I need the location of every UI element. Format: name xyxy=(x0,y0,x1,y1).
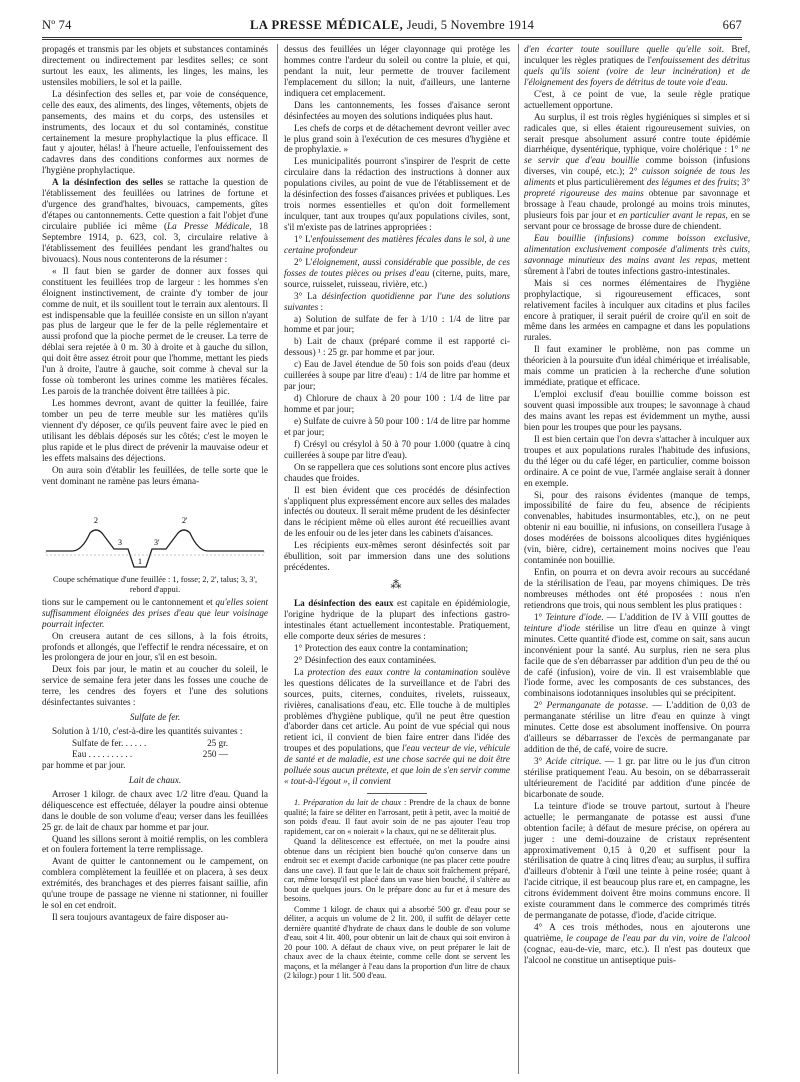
measure-item: 1° Protection des eaux contre la contamination; xyxy=(294,642,469,653)
text-run: est capitale en épidémiologie, l'origine hydrique de la plupart des infections gastro-intestinales étant actuellement incontestable. Pratiquement, elle comporte deux séries de mesures : xyxy=(284,598,510,641)
recipe-line xyxy=(42,738,268,749)
quote-paragraph: On aura soin d'établir les feuillées, de telle sorte que le vent dominant ne ramène pas leurs émana- xyxy=(42,464,268,486)
emphasis: Permanganate de potasse xyxy=(546,700,646,711)
label-fosse: 1 xyxy=(138,556,142,566)
column-divider xyxy=(518,44,519,1074)
paragraph: On se rappellera que ces solutions sont encore plus actives chaudes que froides. xyxy=(284,461,510,483)
text-run: , 18 Septembre 1914, p. 623, col. 3, circulaire relative à l'établissement des feuillées pendant les grand'haltes ou bivouacs). Nous nous contenterons de la résumer : xyxy=(42,221,268,264)
footnote-paragraph: Comme 1 kilogr. de chaux qui a absorbé 500 gr. d'eau pour se déliter, a acquis un volume de 2 lit. 200, il suffit de délayer cette dernière quantité d'hydrate de chaux dans le double de son volume d'eau, soit 4 lit. 400, pour obtenir un lait de chaux qui soit environ à 20 pour 100. A défaut de chaux vive, on peut préparer le lait de chaux avec de la chaux éteinte, comme celle dont se servent les maçons, et la mélanger à l'eau dans la proportion d'un litre de chaux (2 kilogr.) pour 1 lit. 500 d'eau. xyxy=(284,904,510,981)
section-heading: A la désinfection des selles xyxy=(52,177,163,188)
solution-item: e) Sulfate de cuivre à 50 pour 100 : 1/4 de litre par homme et par jour; xyxy=(284,415,510,437)
page-header xyxy=(42,18,742,36)
subheading: Sulfate de fer. xyxy=(129,712,181,723)
solution-item: f) Crésyl ou crésylol à 50 à 70 pour 1.000 (quatre à cinq cuillerées à soupe par litre d'eau). xyxy=(284,438,510,460)
paragraph xyxy=(284,667,510,787)
text-run: (citerne, puits, mare, source, ruisselet, ruisseau, rivière, etc.) xyxy=(284,267,510,289)
method-item xyxy=(524,700,750,755)
text-run: stérilise un litre d'eau en quinze à vingt minutes. Cette quantité d'iode est, comme on sait, sans aucun inconvénient pour la santé. Au surplus, rien ne sera plus facile que de s'en débarrasser par addition d'un peu de thé ou de café (infusion), voire de vin. Il est vraisemblable que l'iode forme, avec les composants de ces substances, des combinaisons iodotanniques insolubles qui se précipitent. xyxy=(524,622,750,699)
text-run: Au surplus, il est trois règles hygiéniques si simples et si radicales que, si elles étaient rigoureusement suivies, on serait presque absolument assuré contre toute épidémie diarrhéique, dysentérique, typhique, voire cholérique : 1° xyxy=(524,111,750,155)
text-run: . — L'addition de 0,03 de permanganate stérilise un litre d'eau en quinze à vingt minutes. Cette dose est absolument inoffensive. On pourra d'ailleurs se débarrasser de l'excès de permanganate par addition de thé, de café, voire de sucre. xyxy=(524,700,750,755)
paragraph xyxy=(524,112,750,232)
journal-name: LA PRESSE MÉDICALE, xyxy=(249,18,404,32)
emphasis: qu'elles soient suffisamment éloignées des prises d'eau que leur voisinage pourrait infecter. xyxy=(42,596,268,629)
emphasis: propreté rigoureuse des mains xyxy=(524,188,644,199)
solution-item: b) Lait de chaux (préparé comme il est rapporté ci-dessous) ¹ : 25 gr. par homme et par jour. xyxy=(284,336,510,358)
emphasis: cuisson soignée de tous les aliments xyxy=(524,166,750,188)
recipe-ingredient: Eau . . . . . . . . . . xyxy=(72,748,133,759)
method-item xyxy=(524,612,750,700)
footnote-paragraph xyxy=(284,798,510,836)
paragraph: Dans les cantonnements, les fosses d'aisance seront désinfectées au moyen des solutions indiquées plus haut. xyxy=(284,99,510,121)
text-run: 2° L' xyxy=(294,256,313,267)
text-run: . — L'addition de IV à VIII gouttes de xyxy=(601,611,750,622)
solution-item: c) Eau de Javel étendue de 50 fois son poids d'eau (deux cuillerées à soupe par litre d'eau) : 1/4 de litre par homme et par jour; xyxy=(284,359,510,392)
text-run: 3° xyxy=(534,756,546,766)
emphasis: des légumes et des fruits xyxy=(646,177,737,188)
header-rule xyxy=(42,37,742,40)
emphasis: d'en écarter toute souillure quelle qu'elle soit xyxy=(524,44,722,54)
emphasis: éloignement, aussi considérable que possible, de ces fosses de toutes pièces ou prises d'eau xyxy=(284,256,510,278)
text-run: La xyxy=(294,666,308,677)
recipe-line xyxy=(42,749,268,760)
text-run: 4° A ces trois méthodes, nous en ajouterons une quatrième, xyxy=(524,922,750,943)
text-run: . — 1 gr. par litre ou le jus d'un citron stérilise pratiquement l'eau. Au besoin, on se débarrasserait ultérieurement de l'acidité par addition d'une pincée de bicarbonate de soude. xyxy=(524,756,750,799)
paragraph xyxy=(524,44,750,88)
measure-item: 2° Désinfection des eaux contaminées. xyxy=(294,654,437,665)
paragraph: La désinfection des selles et, par voie de conséquence, celle des eaux, des aliments, des linges, vêtements, objets de pansements, des mains et du corps, des ustensiles et instruments, des locaux et du sol contaminés, constitue certainement la mesure prophylactique la plus efficace. Il faut y ajouter, hélas! à l'heure actuelle, l'enfouissement des cadavres dans des conditions conformes aux normes de l'hygiène prophylactique. xyxy=(42,88,268,176)
label-talus-right: 2' xyxy=(182,515,188,525)
emphasis: ne se servir que d'eau bouillie xyxy=(524,144,750,166)
quote-paragraph: Les hommes devront, avant de quitter la feuillée, faire tomber un peu de terre meuble sur les matières qu'ils viennent d'y déposer, ce qu'ils peuvent faire avec le pied en utilisant les déblais déposés sur les côtés; c'est le moyen le plus rapide et le plus direct de prévenir la mauvaise odeur et les effets malsains des déjections. xyxy=(42,398,268,463)
paragraph xyxy=(284,598,510,642)
text-run: , mettent sûrement à l'abri de toutes infections gastro-intestinales. xyxy=(524,254,750,276)
text-run: 1° L' xyxy=(294,233,313,244)
emphasis: teinture d'iode xyxy=(524,622,580,633)
emphasis: l'eau vecteur de vie, véhicule de santé et de maladie, est une chose sacrée qui ne doit être polluée sous aucun prétexte, et que loin de s'en servir comme « tout-à-l'égout », il convient xyxy=(284,743,510,787)
paragraph: Solution à 1/10, c'est-à-dire les quantités suivantes : xyxy=(52,726,243,737)
text-run: (cognac, eau-de-vie, marc, etc.). Il n'est pas douteux que l'alcool ne constitue un antiseptique puis- xyxy=(524,943,750,965)
text-run: 3° La xyxy=(294,290,322,301)
column-middle xyxy=(284,44,510,1074)
text-run: : xyxy=(318,301,324,312)
footnote-title: 1. Préparation du lait de chaux xyxy=(294,798,402,808)
paragraph: La teinture d'iode se trouve partout, surtout à l'heure actuelle; le permanganate de potasse est aussi d'une obtention facile; à défaut de mesure précise, on opérera au juger : une demi-douzaine de cristaux représentent approximativement 0,15 à 0,20 et suffisent pour la stérilisation de quatre à cinq litres d'eau; au surplus, il suffira d'ailleurs d'obtenir à l'œil une teinte à peine rosée; quant à l'acide citrique, il est beaucoup plus rare et, en campagne, les citrons évidemment doivent être moins communs encore. Il existe couramment dans le commerce des comprimés titrés de permanganate de potasse, d'iode, d'acide citrique. xyxy=(524,800,750,921)
column-right xyxy=(524,44,750,1074)
paragraph xyxy=(524,233,750,277)
column-divider xyxy=(277,44,278,1074)
text-run: : Prendre de la chaux de bonne qualité; la faire se déliter en l'arrosant, petit à petit, avec la moitié de son poids d'eau. Il faut avoir soin de ne pas ajouter l'eau trop rapidement, car on « noierait » la chaux, qui ne se déliterait plus. xyxy=(284,798,510,836)
emphasis: Teinture d'iode xyxy=(545,611,602,622)
solution-item: a) Solution de sulfate de fer à 1/10 : 1/4 de litre par homme et par jour; xyxy=(284,313,510,335)
paragraph: Il est bien certain que l'on devra s'attacher à inculquer aux troupes et aux populations rurales l'habitude des infusions, du thé léger ou du café léger, en particulier, comme boisson ordinaire. A ce point de vue, l'armée anglaise serait à donner en exemple. xyxy=(524,433,750,488)
paragraph: On creusera autant de ces sillons, à la fois étroits, profonds et allongés, que l'effectif le rendra nécessaire, et on les prolongera de jour en jour, s'il en est besoin. xyxy=(42,630,268,663)
emphasis: enfouissement des matières fécales dans le sol, à une certaine profondeur xyxy=(284,233,510,255)
text-run: . Bref, inculquer les règles pratiques de l' xyxy=(524,44,750,65)
method-item xyxy=(524,756,750,800)
solution-item: d) Chlorure de chaux à 20 pour 100 : 1/4 de litre par homme et par jour; xyxy=(284,393,510,414)
page-number: 667 xyxy=(722,18,742,32)
label-rebord-left: 3 xyxy=(118,537,122,547)
paragraph: Il faut examiner le problème, non pas comme un théoricien à la poursuite d'un idéal chimérique et irréalisable, mais comme un praticien à la recherche d'une solution immédiate, pratique et efficace. xyxy=(524,344,750,388)
paragraph: Il est bien évident que ces procédés de désinfection s'appliquent plus expressément encore aux selles des malades infectés ou douteux. Il serait même prudent de les désinfecter dans le récipient même où elles auront été recueillies avant de les enfouir ou de les jeter dans les cabinets d'aisances. xyxy=(284,484,510,539)
paragraph: Enfin, on pourra et on devra avoir recours au succédané de la stérilisation de l'eau, par moyens chimiques. De très nombreuses méthodes ont été proposées : nous n'en retiendrons que trois, qui nous semblent les plus pratiques : xyxy=(524,567,750,610)
emphasis: protection des eaux contre la contamination xyxy=(307,666,478,677)
paragraph: Avant de quitter le cantonnement ou le campement, on comblera complètement la feuillée et on placera, à ses deux extrémités, des branchages et des pierres faisant saillie, afin qu'une troupe de passage ne vienne ni stationner, ni fouiller le sol en cet endroit. xyxy=(42,856,268,911)
text-run: , en se servant pour ce brossage de brosse dure de chiendent. xyxy=(524,210,750,231)
latrine-cross-section-svg xyxy=(42,493,268,573)
recipe-quantity: 25 gr. xyxy=(207,738,228,748)
journal-title xyxy=(42,18,742,33)
norm-item xyxy=(284,234,510,256)
citation: La Presse Médicale xyxy=(167,221,250,231)
paragraph: Les municipalités pourront s'inspirer de l'esprit de cette circulaire dans la rédaction des instructions à donner aux populations civiles, au point de vue de l'établissement et de la désinfection des fosses d'aisances privées et publiques. Les trois normes essentielles et qu'on doit formellement inculquer, tant aux troupes qu'aux populations civiles, sont, s'il m'existe pas de latrines appropriées : xyxy=(284,156,510,232)
paragraph xyxy=(42,177,268,265)
paragraph xyxy=(42,597,268,630)
section-separator: ⁂ xyxy=(390,579,404,592)
text-run: obtenue par savonnage et brossage à l'eau chaude, prolongé au moins trois minutes, plusieurs fois par jour et xyxy=(524,188,750,221)
recipe-ingredient: Sulfate de fer. . . . . . xyxy=(72,738,147,748)
emphasis: Acide citrique xyxy=(545,756,599,766)
figure-caption: Coupe schématique d'une feuillée : 1, fosse; 2, 2', talus; 3, 3', rebord d'appui. xyxy=(52,575,258,595)
column-left xyxy=(42,44,268,1074)
footnote-paragraph: Quand la délitescence est effectuée, on met la poudre ainsi obtenue dans un récipient bien bouché qu'on conserve dans un endroit sec et exempt d'acide carbonique (ne pas placer cette poudre dans une cave). Il faut que le lait de chaux soit fraîchement préparé, car, même lorsqu'il est placé dans un vase bien bouché, il s'altère au bout de quelques jours. On le prépare donc au fur et à mesure des besoins. xyxy=(284,837,510,904)
paragraph: dessus des feuillées un léger clayonnage qui protège les hommes contre l'ardeur du soleil ou contre la pluie, et qui, pendant la nuit, leur permette de trouver facilement l'emplacement du sillon; la nuit, d'ailleurs, une lanterne indiquera cet emplacement. xyxy=(284,44,510,98)
paragraph: Il sera toujours avantageux de faire disposer au- xyxy=(52,912,229,923)
text-run: . xyxy=(725,76,728,87)
paragraph: Les chefs de corps et de détachement devront veiller avec le plus grand soin à l'exécution de ces mesures d'hygiène et de prophylaxie. » xyxy=(284,122,510,155)
norm-item xyxy=(284,257,510,290)
subheading: Lait de chaux. xyxy=(128,774,182,785)
paragraph: Les récipients eux-mêmes seront désinfectés soit par ébullition, soit par immersion dans une des solutions précédentes. xyxy=(284,540,510,573)
paragraph: Si, pour des raisons évidentes (manque de temps, impossibilité de faire du feu, absence de récipients convenables, habitudes insurmontables, etc.), on ne peut obtenir ni eau bouillie, ni infusions, on conseillera l'usage à doses modérées de boissons alcooliques dites hygiéniques (vin, bière, cidre), certainement moins nocives que l'eau contaminée non bouillie. xyxy=(524,489,750,566)
footnote-rule xyxy=(367,793,427,794)
emphasis: Eau bouillie (infusions) comme boisson exclusive, alimentation exclusivement composée d'aliments très cuits, savonnage minutieux des mains avant les repas xyxy=(524,232,750,265)
text-run: 2° xyxy=(534,700,547,711)
section-heading: La désinfection des eaux xyxy=(294,598,394,609)
text-run: comme boisson (infusions diverses, vin coupé, etc.); 2° xyxy=(524,155,750,177)
label-rebord-right: 3' xyxy=(154,537,160,547)
text-run: tions sur le campement ou le cantonnement et xyxy=(42,596,216,607)
recipe-quantity: 250 — xyxy=(202,748,228,759)
emphasis: le coupage de l'eau par du vin, voire de l'alcool xyxy=(566,933,750,943)
text-run: soulève les questions délicates de la surveillance et de l'abri des sources, puits, citernes, conduites, rivelets, ruisseaux, rivières, canalisations d'eau, etc. Elle touche à de multiples problèmes d'hygiène publique, qu'il ne peut être question d'aborder dans cet article. Au point de vue spécial qui nous retient ici, il convient de bien faire entrer dans l'idée des troupes et des populations, que xyxy=(284,666,510,754)
emphasis: enfouissement des détritus quels qu'ils soient (voire de leur incinération) et de l'éloignement des foyers de détritus de toute voie d'eau xyxy=(524,54,750,87)
paragraph: L'emploi exclusif d'eau bouillie comme boisson est souvent quasi impossible aux troupes; le savonnage à chaud des mains avant les repas est évidemment un mythe, aussi bien pour les troupes que pour les paysans. xyxy=(524,389,750,432)
paragraph: Deux fois par jour, le matin et au coucher du soleil, le service de semaine fera jeter dans les fosses une couche de terre, les cendres des foyers et l'une des solutions désinfectantes suivantes : xyxy=(42,664,268,708)
text-run: ; 3° xyxy=(736,177,750,188)
text-run: 1° xyxy=(534,611,546,622)
emphasis: désinfection quotidienne par l'une des solutions suivantes xyxy=(284,290,510,312)
trench-outline xyxy=(46,530,264,567)
label-talus-left: 2 xyxy=(94,515,98,525)
footnote xyxy=(284,798,510,981)
paragraph: C'est, à ce point de vue, la seule règle pratique actuellement opportune. xyxy=(524,88,750,110)
paragraph: propagés et transmis par les objets et substances contaminés directement ou indirectement par lesdites selles; ce sont surtout les eaux, les aliments, les linges, les mains, les ustensiles mobiliers, le sol et la paille. xyxy=(42,44,268,87)
paragraph: Arroser 1 kilogr. de chaux avec 1/2 litre d'eau. Quand la déliquescence est effectuée, délayer la poudre ainsi obtenue dans le double de son volume d'eau; verser dans les feuillées 25 gr. de lait de chaux par homme et par jour. xyxy=(42,788,268,832)
text-run: et plus particulièrement xyxy=(555,177,647,188)
norm-item xyxy=(284,291,510,313)
latrine-diagram xyxy=(42,493,268,595)
paragraph: par homme et par jour. xyxy=(42,759,126,770)
quote-paragraph: « Il faut bien se garder de donner aux fosses qui constituent les feuillées trop de largeur : les hommes s'en éloignent instinctivement, de crainte d'y tomber de jour comme de nuit, et ils souillent tout le terrain aux alentours. Il est indispensable que la feuillée consiste en un sillon n'ayant pas plus de largeur que le fer de la pelle réglementaire et aussi profond que la pioche permet de le creuser. La terre de déblai sera rejetée à 0 m. 30 à droite et à gauche du sillon, qui doit être assez étroit pour que l'homme, mettant les pieds l'un à droite, l'autre à gauche, soit comme à cheval sur la fosse où tomberont les urines comme les matières fécales. Les parois de la tranchée doivent être taillées à pic. xyxy=(42,265,268,397)
emphasis: en particulier avant le repas xyxy=(618,210,726,221)
text-run: se rattache la question de l'établissement des feuillées ou latrines de fortune et d'urgence des grand'haltes, bivouacs, campements, gîtes d'étapes ou cantonnements. Cette question a fait l'objet d'une circulaire publiée ici même ( xyxy=(42,177,268,231)
paragraph: Quand les sillons seront à moitié remplis, on les comblera et on foulera fortement la terre remplissage. xyxy=(42,833,268,855)
paragraph: Mais si ces normes élémentaires de l'hygiène prophylactique, si rigoureusement efficaces, sont relativement faciles à inculquer aux citadins et plus faciles encore à pratiquer, il serait puéril de croire qu'il en soit de même dans les armées en campagne et dans les populations rurales. xyxy=(524,277,750,343)
paragraph xyxy=(524,922,750,966)
issue-date: Jeudi, 5 Novembre 1914 xyxy=(406,18,535,32)
issue-number: Nº 74 xyxy=(42,18,72,32)
